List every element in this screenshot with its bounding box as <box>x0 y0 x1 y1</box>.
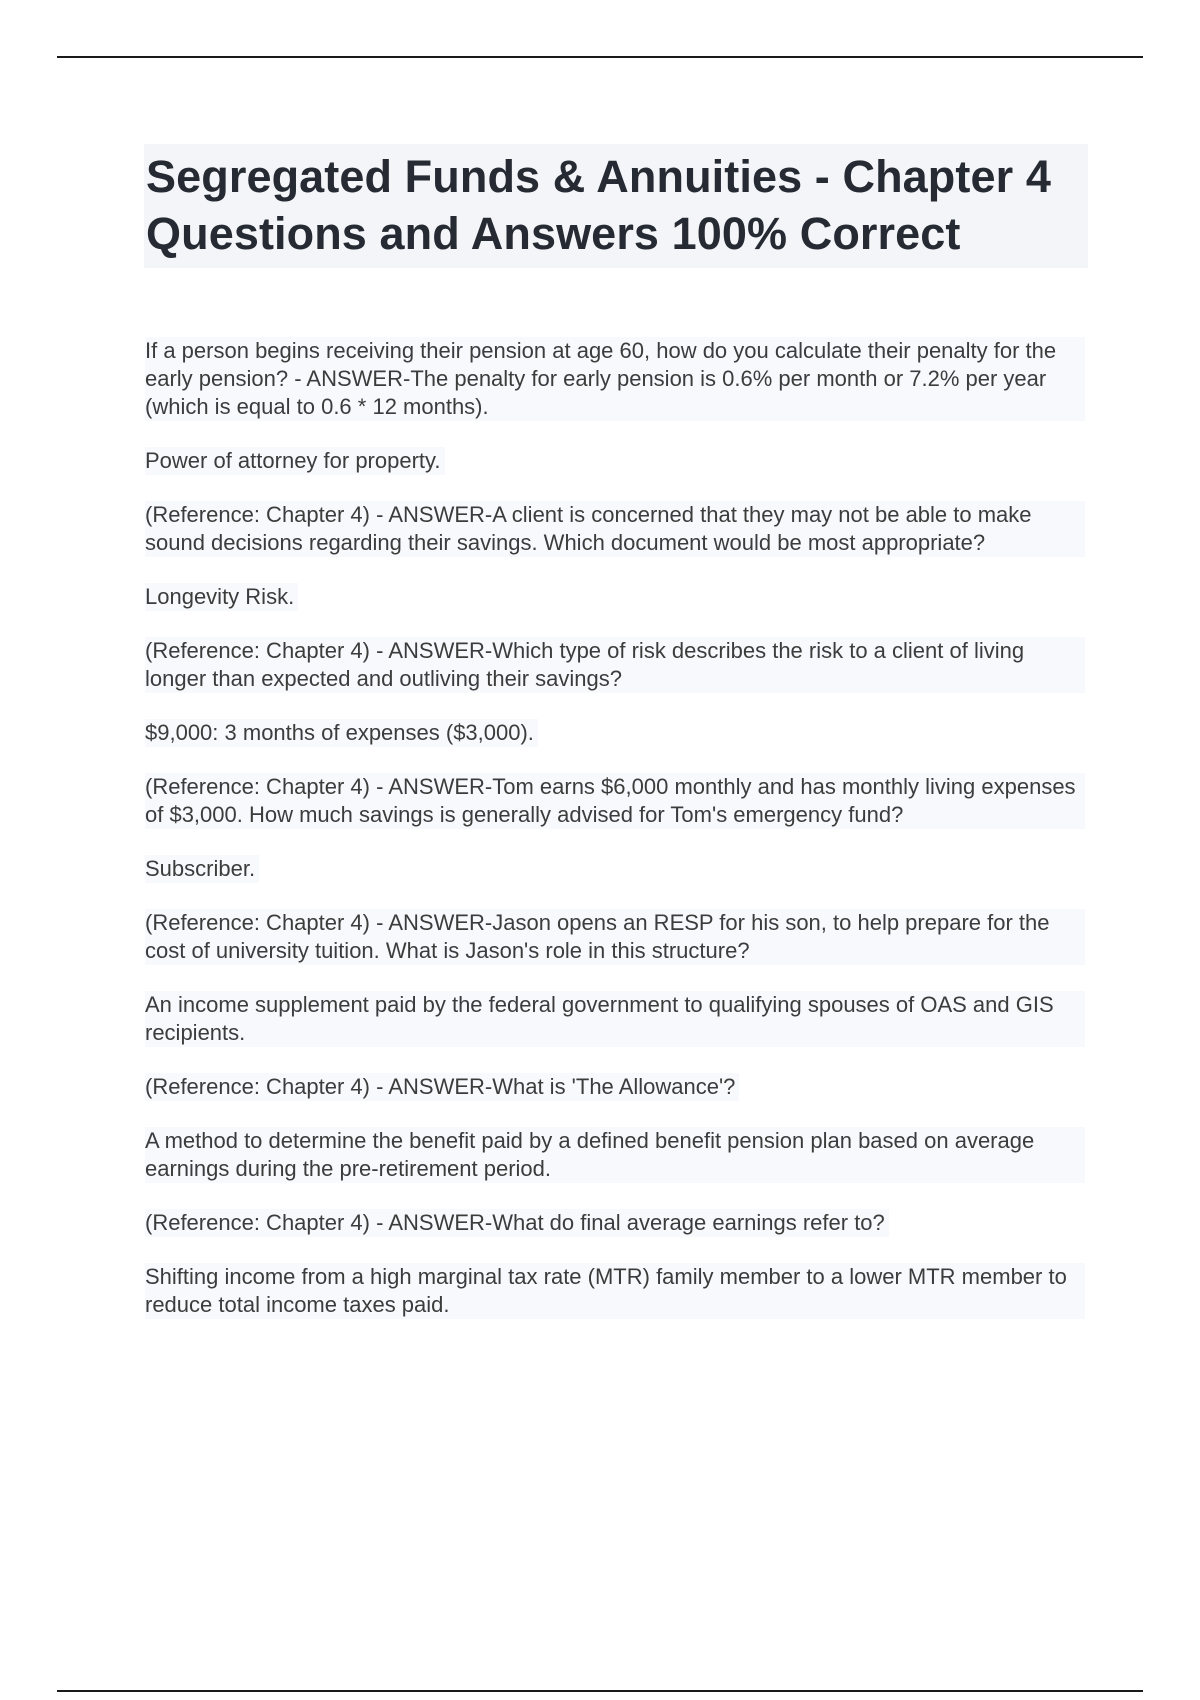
qa-content <box>145 337 1085 1345</box>
top-rule <box>57 56 1143 58</box>
paragraph: If a person begins receiving their pension at age 60, how do you calculate their penalty for the early pension? - ANSWER-The penalty for early pension is 0.6% per month or 7.2% per year (which is equal to 0.6 * 12 months). <box>145 337 1085 421</box>
paragraph: (Reference: Chapter 4) - ANSWER-Tom earns $6,000 monthly and has monthly living expenses of $3,000. How much savings is generally advised for Tom's emergency fund? <box>145 773 1085 829</box>
paragraph: An income supplement paid by the federal government to qualifying spouses of OAS and GIS recipients. <box>145 991 1085 1047</box>
paragraph: Subscriber. <box>145 855 259 883</box>
paragraph: (Reference: Chapter 4) - ANSWER-Jason opens an RESP for his son, to help prepare for the cost of university tuition. What is Jason's role in this structure? <box>145 909 1085 965</box>
paragraph: (Reference: Chapter 4) - ANSWER-A client is concerned that they may not be able to make sound decisions regarding their savings. Which document would be most appropriate? <box>145 501 1085 557</box>
paragraph: (Reference: Chapter 4) - ANSWER-Which type of risk describes the risk to a client of living longer than expected and outliving their savings? <box>145 637 1085 693</box>
paragraph: $9,000: 3 months of expenses ($3,000). <box>145 719 538 747</box>
title-block <box>144 144 1088 268</box>
paragraph: (Reference: Chapter 4) - ANSWER-What do final average earnings refer to? <box>145 1209 889 1237</box>
paragraph: A method to determine the benefit paid by a defined benefit pension plan based on average earnings during the pre-retirement period. <box>145 1127 1085 1183</box>
paragraph: Shifting income from a high marginal tax rate (MTR) family member to a lower MTR member to reduce total income taxes paid. <box>145 1263 1085 1319</box>
paragraph: Power of attorney for property. <box>145 447 445 475</box>
paragraph: (Reference: Chapter 4) - ANSWER-What is 'The Allowance'? <box>145 1073 739 1101</box>
bottom-rule <box>57 1690 1143 1692</box>
document-title: Segregated Funds & Annuities - Chapter 4 Questions and Answers 100% Correct <box>146 151 1051 259</box>
paragraph: Longevity Risk. <box>145 583 298 611</box>
